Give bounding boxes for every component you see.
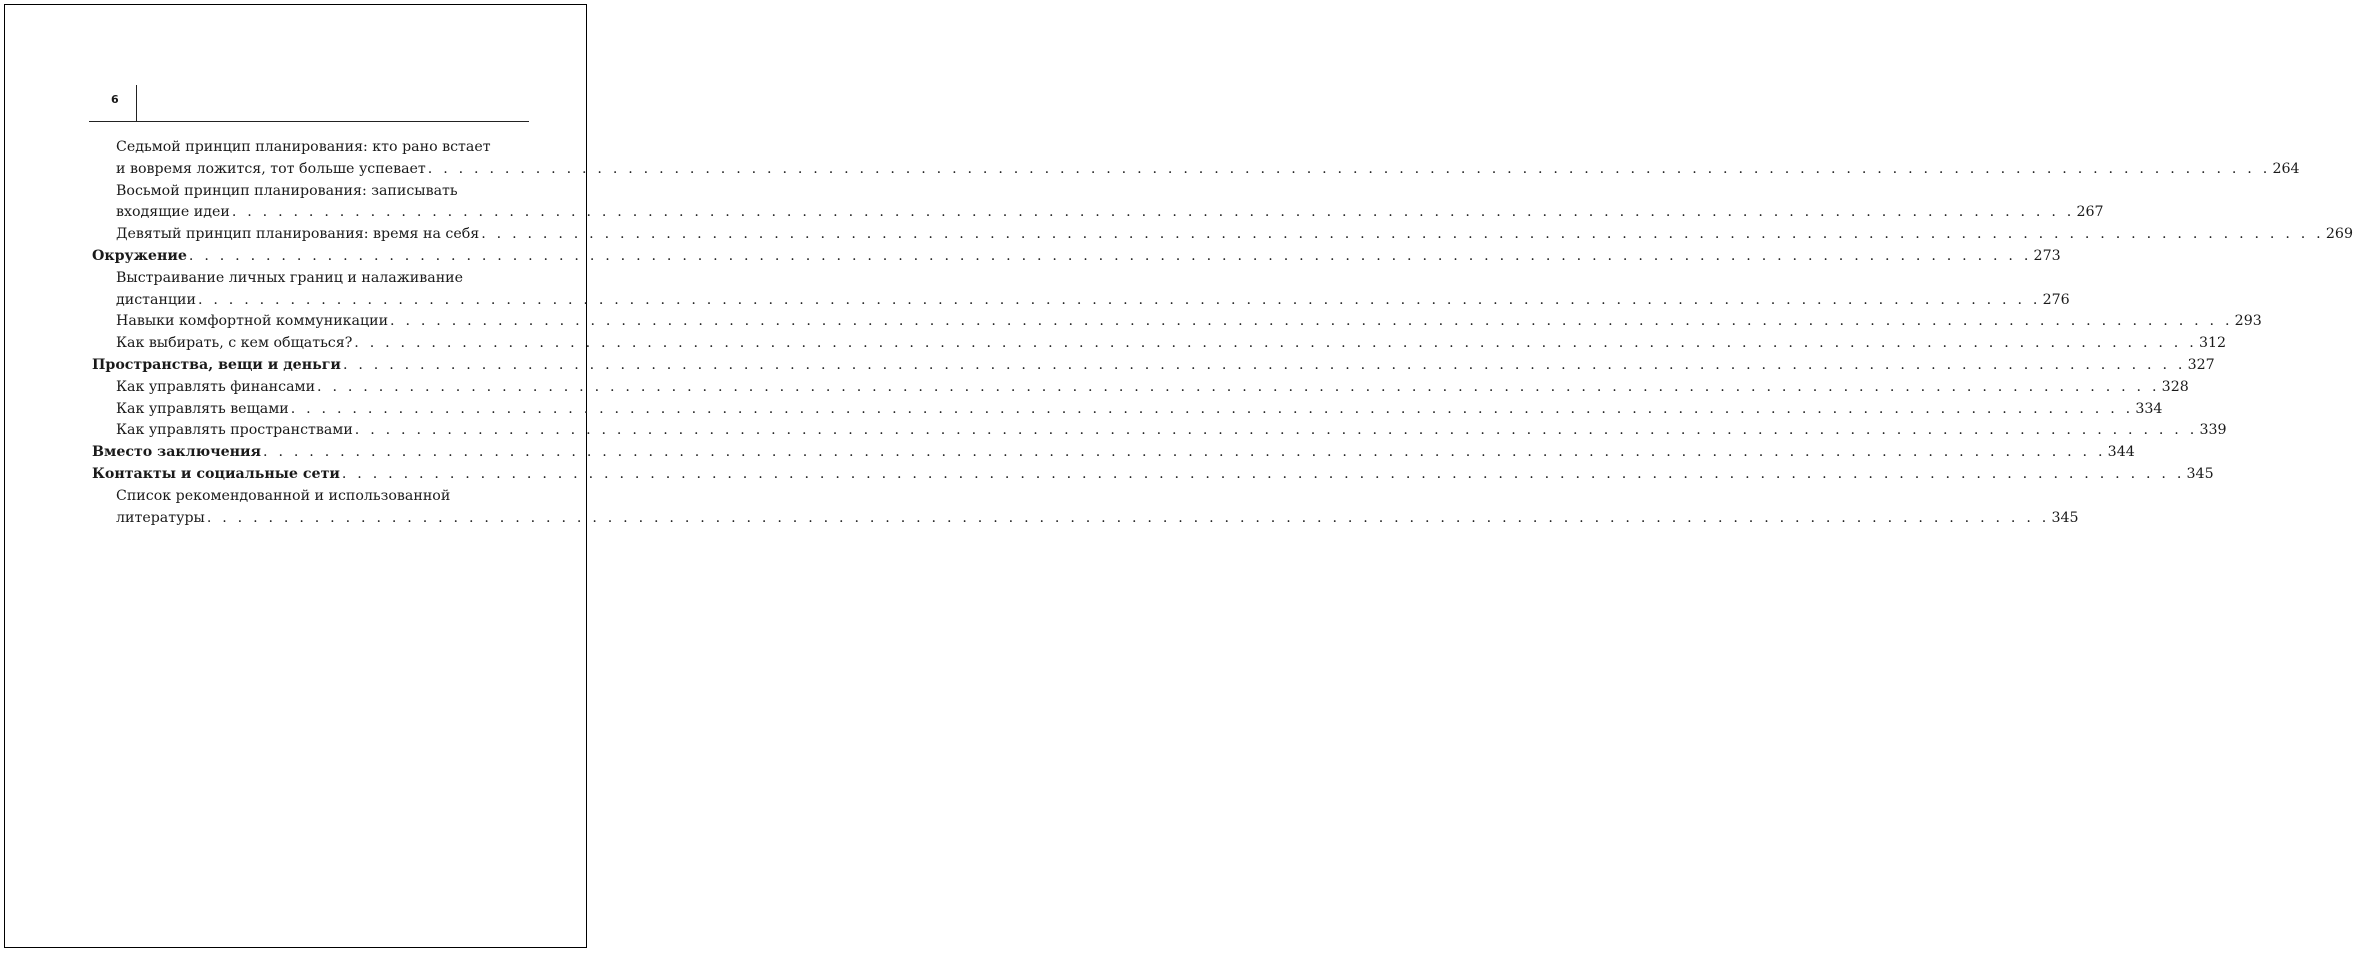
dot-leader: . . . . . . . . . . . . . . . . . . . . . . . . . . . . . . . . . . . . . . . . . . . . . . . . . . . . . . . . . . . . . . . . . . . . . . . . . . . . . . . . . . . . . . . . . . . . . . . . . . . . . . . . . . . . . . . . . . . . . . . . [341, 465, 2185, 482]
page-header [5, 5, 586, 130]
toc-entry-leader-line [92, 442, 2135, 464]
dot-leader: . . . . . . . . . . . . . . . . . . . . . . . . . . . . . . . . . . . . . . . . . . . . . . . . . . . . . . . . . . . . . . . . . . . . . . . . . . . . . . . . . . . . . . . . . . . . . . . . . . . . . . . . . . . . . . . . . . . . . . . . [342, 356, 2186, 373]
toc-entry-leader-line [116, 399, 2163, 421]
toc-entry-title: и вовремя ложится, тот больше успевает [116, 160, 426, 177]
dot-leader: . . . . . . . . . . . . . . . . . . . . . . . . . . . . . . . . . . . . . . . . . . . . . . . . . . . . . . . . . . . . . . . . . . . . . . . . . . . . . . . . . . . . . . . . . . . . . . . . . . . . . . . . . . . . . . . . . . . . . . . . [427, 160, 2271, 177]
toc-entry-leader-line [92, 355, 2215, 377]
toc-entry-line: Восьмой принцип планирования: записывать [116, 182, 458, 199]
toc-entry [92, 268, 2070, 312]
toc-page-number: 312 [2198, 335, 2227, 352]
dot-leader: . . . . . . . . . . . . . . . . . . . . . . . . . . . . . . . . . . . . . . . . . . . . . . . . . . . . . . . . . . . . . . . . . . . . . . . . . . . . . . . . . . . . . . . . . . . . . . . . . . . . . . . . . . . . . . . . . . . . . . . . [354, 335, 2197, 352]
toc-entry-title: Как управлять вещами [116, 400, 289, 417]
toc-page-number: 269 [2325, 226, 2353, 243]
toc-page-number: 273 [2033, 247, 2061, 264]
toc-entry [92, 224, 2353, 246]
toc-entry-title: Как управлять пространствами [116, 422, 353, 439]
toc-entry-line: Выстраивание личных границ и налаживание [116, 269, 464, 286]
dot-leader: . . . . . . . . . . . . . . . . . . . . . . . . . . . . . . . . . . . . . . . . . . . . . . . . . . . . . . . . . . . . . . . . . . . . . . . . . . . . . . . . . . . . . . . . . . . . . . . . . . . . . . . . . . . . . . . . . . . . . . . . [390, 313, 2233, 330]
toc-entry [92, 311, 2262, 333]
toc-entry-line: Список рекомендованной и использованной [116, 487, 451, 504]
dot-leader: . . . . . . . . . . . . . . . . . . . . . . . . . . . . . . . . . . . . . . . . . . . . . . . . . . . . . . . . . . . . . . . . . . . . . . . . . . . . . . . . . . . . . . . . . . . . . . . . . . . . . . . . . . . . . . . . . . . . . . . . [290, 400, 2134, 417]
book-page [4, 4, 2353, 948]
toc-entry-title: литературы [116, 509, 205, 526]
toc-entry-leader-line [116, 377, 2189, 399]
dot-leader: . . . . . . . . . . . . . . . . . . . . . . . . . . . . . . . . . . . . . . . . . . . . . . . . . . . . . . . . . . . . . . . . . . . . . . . . . . . . . . . . . . . . . . . . . . . . . . . . . . . . . . . . . . . . . . . . . . . . . . . . [354, 422, 2198, 439]
toc-page-number: 328 [2161, 378, 2189, 395]
header-divider [136, 85, 137, 121]
toc-entry [92, 181, 2104, 225]
toc-entry-title: Контакты и социальные сети [92, 465, 340, 482]
toc-page-number: 327 [2187, 356, 2215, 373]
toc-page-number: 267 [2076, 204, 2104, 221]
toc-entry-leader-line [116, 224, 2353, 246]
toc-entry-title: Как управлять финансами [116, 378, 316, 395]
dot-leader: . . . . . . . . . . . . . . . . . . . . . . . . . . . . . . . . . . . . . . . . . . . . . . . . . . . . . . . . . . . . . . . . . . . . . . . . . . . . . . . . . . . . . . . . . . . . . . . . . . . . . . . . . . . . . . . . . . . . . . . . [317, 378, 2160, 395]
dot-leader: . . . . . . . . . . . . . . . . . . . . . . . . . . . . . . . . . . . . . . . . . . . . . . . . . . . . . . . . . . . . . . . . . . . . . . . . . . . . . . . . . . . . . . . . . . . . . . . . . . . . . . . . . . . . . . . . . . . . . . . . [188, 247, 2032, 264]
header-rule [89, 121, 529, 122]
toc-entry-title: дистанции [116, 291, 196, 308]
toc-entry [92, 486, 2079, 530]
toc-entry [92, 137, 2300, 181]
toc-section [92, 442, 2135, 464]
toc-section [92, 464, 2214, 486]
toc-section [92, 246, 2061, 268]
toc-entry-leader-line [116, 290, 2070, 312]
toc-entry-leader-line [116, 333, 2227, 355]
toc-entry-leader-line [116, 508, 2079, 530]
toc-entry-leader-line [116, 159, 2300, 181]
toc-entry-title: Как выбирать, с кем общаться? [116, 335, 353, 352]
toc-entry-leader-line [92, 464, 2214, 486]
toc-entry-leader-line [116, 202, 2104, 224]
toc-page-number: 345 [2051, 509, 2079, 526]
toc-page-number: 344 [2107, 444, 2135, 461]
toc-page-number: 293 [2234, 313, 2262, 330]
dot-leader: . . . . . . . . . . . . . . . . . . . . . . . . . . . . . . . . . . . . . . . . . . . . . . . . . . . . . . . . . . . . . . . . . . . . . . . . . . . . . . . . . . . . . . . . . . . . . . . . . . . . . . . . . . . . . . . . . . . . . . . . [481, 226, 2324, 243]
toc-page-number: 334 [2135, 400, 2163, 417]
toc-entry [92, 333, 2227, 355]
toc-entry [92, 420, 2227, 442]
toc-entry-title: входящие идеи [116, 204, 230, 221]
toc-entry-leader-line [116, 311, 2262, 333]
toc-entry-leader-line [116, 420, 2227, 442]
toc-entry [92, 399, 2163, 421]
toc-page-number: 339 [2199, 422, 2227, 439]
toc-entry-title: Пространства, вещи и деньги [92, 356, 341, 373]
toc-entry-title: Окружение [92, 247, 187, 264]
dot-leader: . . . . . . . . . . . . . . . . . . . . . . . . . . . . . . . . . . . . . . . . . . . . . . . . . . . . . . . . . . . . . . . . . . . . . . . . . . . . . . . . . . . . . . . . . . . . . . . . . . . . . . . . . . . . . . . . . . . . . . . . [231, 204, 2075, 221]
toc-page-number: 276 [2042, 291, 2070, 308]
toc-entry-title: Девятый принцип планирования: время на себя [116, 226, 480, 243]
toc-page-number: 264 [2272, 160, 2300, 177]
page-number: 6 [111, 93, 119, 106]
dot-leader: . . . . . . . . . . . . . . . . . . . . . . . . . . . . . . . . . . . . . . . . . . . . . . . . . . . . . . . . . . . . . . . . . . . . . . . . . . . . . . . . . . . . . . . . . . . . . . . . . . . . . . . . . . . . . . . . . . . . . . . . [206, 509, 2050, 526]
toc-entry-title: Навыки комфортной коммуникации [116, 313, 389, 330]
dot-leader: . . . . . . . . . . . . . . . . . . . . . . . . . . . . . . . . . . . . . . . . . . . . . . . . . . . . . . . . . . . . . . . . . . . . . . . . . . . . . . . . . . . . . . . . . . . . . . . . . . . . . . . . . . . . . . . . . . . . . . . . [263, 444, 2106, 461]
dot-leader: . . . . . . . . . . . . . . . . . . . . . . . . . . . . . . . . . . . . . . . . . . . . . . . . . . . . . . . . . . . . . . . . . . . . . . . . . . . . . . . . . . . . . . . . . . . . . . . . . . . . . . . . . . . . . . . . . . . . . . . . [197, 291, 2041, 308]
toc-entry-line: Седьмой принцип планирования: кто рано встает [116, 139, 491, 155]
toc-entry-leader-line [92, 246, 2061, 268]
toc-entry-title: Вместо заключения [92, 444, 262, 461]
table-of-contents [92, 137, 2353, 529]
toc-entry [92, 377, 2189, 399]
toc-section [92, 355, 2215, 377]
toc-page-number: 345 [2186, 465, 2214, 482]
